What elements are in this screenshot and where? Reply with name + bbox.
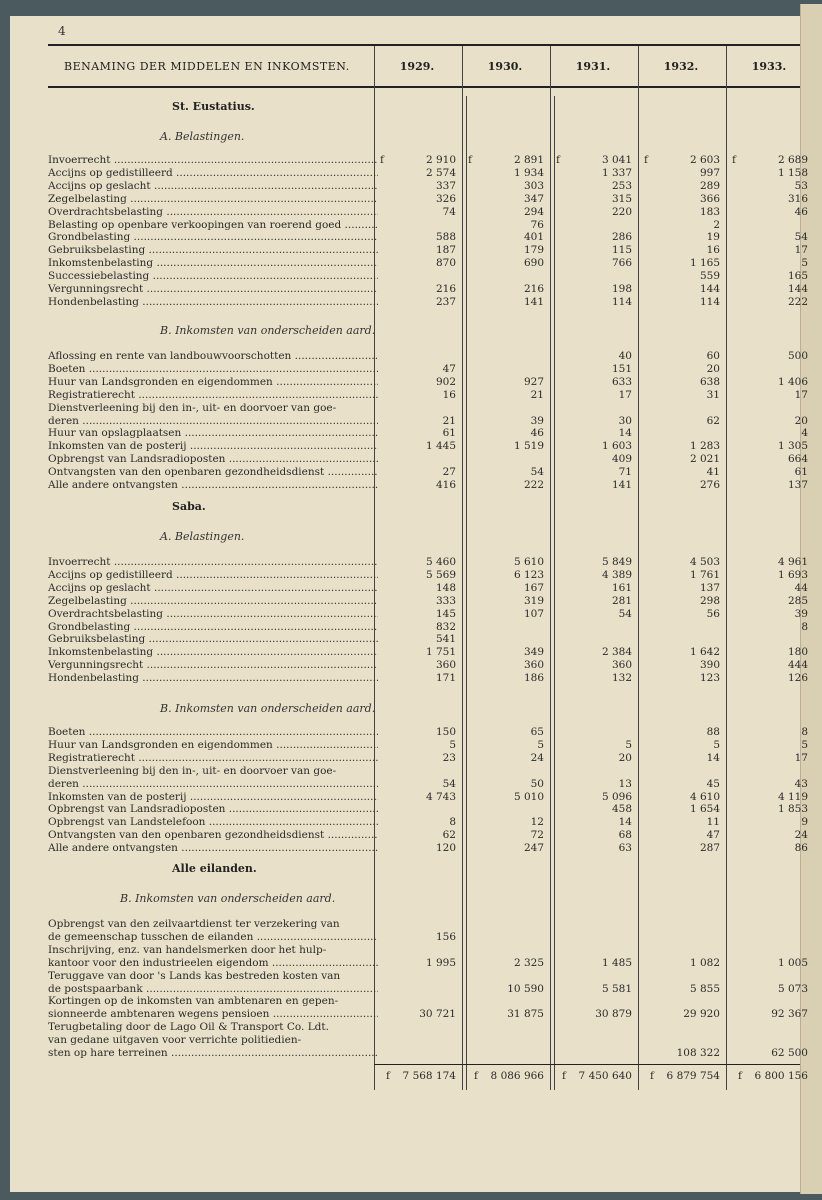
row-value: 107 <box>523 607 544 620</box>
row-value: 1 693 <box>777 568 808 581</box>
row-value: 13 <box>618 777 632 790</box>
row-value: 24 <box>530 751 544 764</box>
column-header-1932: 1932. <box>663 60 699 73</box>
row-value: 5 581 <box>601 982 632 995</box>
row-label: Accijns op geslacht ..... <box>48 180 378 192</box>
row-value: 14 <box>618 816 632 829</box>
row-value: 39 <box>794 607 808 620</box>
row-value: 44 <box>794 581 808 594</box>
row-label: Accijns op geslacht ..... <box>48 582 378 594</box>
row-value: 2 689 <box>777 154 808 166</box>
row-value: 247 <box>523 842 544 855</box>
row-label: de postspaarbank ..... <box>48 983 378 995</box>
column-header-1931: 1931. <box>575 60 611 73</box>
row-value: 60 <box>706 350 720 362</box>
row-value: 72 <box>530 829 544 842</box>
row-label: Huur van opslagplaatsen ..... <box>48 427 378 439</box>
row-value: 276 <box>699 479 720 491</box>
currency-symbol: f <box>562 1070 566 1082</box>
row-label: sten op hare terreinen ..... <box>48 1047 378 1059</box>
group-title: B. Inkomsten van onderscheiden aard. <box>160 702 376 715</box>
row-label: Boeten ..... <box>48 363 378 375</box>
column-divider <box>462 46 463 1090</box>
row-label: Opbrengst van Landsradioposten ..... <box>48 803 378 815</box>
row-value: 286 <box>611 231 632 244</box>
row-label: van gedane uitgaven voor verrichte politiedien- <box>48 1034 302 1047</box>
row-value: 1 853 <box>777 803 808 816</box>
row-value: 63 <box>618 842 632 855</box>
total-value: 6 800 156 <box>754 1070 808 1082</box>
row-value: 62 <box>442 829 456 842</box>
row-label: Grondbelasting ..... <box>48 621 378 633</box>
row-value: 927 <box>523 375 544 388</box>
row-value: 31 <box>706 388 720 401</box>
row-value: 141 <box>611 479 632 491</box>
row-value: 53 <box>794 179 808 192</box>
row-value: 150 <box>435 726 456 738</box>
row-value: 347 <box>523 192 544 205</box>
group-title: B. Inkomsten van onderscheiden aard. <box>120 892 336 905</box>
total-value: 7 568 174 <box>402 1070 456 1082</box>
row-label: Accijns op gedistilleerd ..... <box>48 569 378 581</box>
row-value: 360 <box>435 659 456 672</box>
row-label: Belasting op openbare verkoopingen van roerend goed ..... <box>48 219 378 231</box>
row-value: 46 <box>530 427 544 440</box>
row-value: 198 <box>611 283 632 295</box>
row-value: 16 <box>706 244 720 257</box>
row-value: 1 005 <box>777 956 808 969</box>
row-value: 61 <box>794 466 808 479</box>
column-divider <box>638 46 639 1090</box>
row-value: 2 <box>713 218 720 231</box>
row-value: 216 <box>435 283 456 295</box>
row-value: 8 <box>449 816 456 829</box>
row-label: de gemeenschap tusschen de eilanden ..... <box>48 931 378 943</box>
row-value: 5 460 <box>425 556 456 568</box>
row-value: 870 <box>435 257 456 270</box>
row-value: 1 082 <box>689 956 720 969</box>
row-value: 316 <box>787 192 808 205</box>
row-label: Ontvangsten van den openbaren gezondheidsdienst ..... <box>48 829 378 841</box>
row-value: 43 <box>794 777 808 790</box>
row-label: Alle andere ontvangsten ..... <box>48 479 378 491</box>
row-label: Aflossing en rente van landbouwvoorschotten ..... <box>48 350 378 362</box>
row-label: Alle andere ontvangsten ..... <box>48 842 378 854</box>
row-value: 114 <box>611 295 632 308</box>
row-label: Teruggave van door 's Lands kas bestreden kosten van <box>48 969 341 982</box>
row-value: 54 <box>442 777 456 790</box>
row-value: 20 <box>794 414 808 427</box>
row-value: 664 <box>787 453 808 466</box>
row-label: Hondenbelasting ..... <box>48 296 378 308</box>
row-value: 54 <box>794 231 808 244</box>
header-bottom-rule <box>48 86 800 88</box>
row-value: 62 500 <box>771 1047 808 1059</box>
row-value: 8 <box>801 620 808 633</box>
row-value: 5 <box>801 257 808 270</box>
row-value: 132 <box>611 672 632 685</box>
row-value: 5 <box>449 738 456 751</box>
row-value: 409 <box>611 453 632 466</box>
row-value: 588 <box>435 231 456 244</box>
row-value: 2 574 <box>425 166 456 179</box>
row-value: 4 503 <box>689 556 720 568</box>
row-value: 47 <box>706 829 720 842</box>
row-value: 56 <box>706 607 720 620</box>
totals-rule <box>374 1064 800 1065</box>
row-value: 5 <box>537 738 544 751</box>
row-value: 1 934 <box>513 166 544 179</box>
currency-symbol: f <box>556 154 560 166</box>
total-value: 7 450 640 <box>578 1070 632 1082</box>
row-value: 148 <box>435 581 456 594</box>
row-value: 2 021 <box>689 453 720 466</box>
row-value: 5 569 <box>425 568 456 581</box>
row-value: 180 <box>787 646 808 659</box>
row-value: 41 <box>706 466 720 479</box>
row-label: Vergunningsrecht ..... <box>48 283 378 295</box>
row-value: 303 <box>523 179 544 192</box>
row-value: 14 <box>618 427 632 440</box>
column-divider-inner <box>554 96 555 1090</box>
row-value: 17 <box>794 388 808 401</box>
row-label: Hondenbelasting ..... <box>48 672 378 684</box>
column-divider <box>726 46 727 1090</box>
row-value: 1 603 <box>601 440 632 453</box>
row-value: 216 <box>523 283 544 295</box>
row-value: 61 <box>442 427 456 440</box>
row-value: 1 337 <box>601 166 632 179</box>
row-label: Invoerrecht ..... <box>48 556 378 568</box>
row-value: 29 920 <box>683 1008 720 1021</box>
row-value: 19 <box>706 231 720 244</box>
section-title: St. Eustatius. <box>172 100 255 113</box>
row-value: 222 <box>523 479 544 491</box>
row-value: 46 <box>794 205 808 218</box>
row-value: 76 <box>530 218 544 231</box>
row-label: deren ..... <box>48 778 378 790</box>
row-label: Inkomsten van de posterij ..... <box>48 440 378 452</box>
row-value: 559 <box>699 270 720 283</box>
row-value: 123 <box>699 672 720 685</box>
row-value: 114 <box>699 295 720 308</box>
row-value: 21 <box>442 414 456 427</box>
row-value: 30 721 <box>419 1008 456 1021</box>
row-value: 366 <box>699 192 720 205</box>
row-value: 4 119 <box>777 790 808 803</box>
row-value: 17 <box>794 751 808 764</box>
currency-symbol: f <box>738 1070 742 1082</box>
row-value: 253 <box>611 179 632 192</box>
row-value: 88 <box>706 726 720 738</box>
row-value: 4 743 <box>425 790 456 803</box>
row-value: 20 <box>618 751 632 764</box>
group-title: A. Belastingen. <box>160 130 245 143</box>
row-value: 2 325 <box>513 956 544 969</box>
row-label: Registratierecht ..... <box>48 752 378 764</box>
row-value: 5 <box>801 738 808 751</box>
row-value: 1 654 <box>689 803 720 816</box>
row-value: 186 <box>523 672 544 685</box>
row-label: Successiebelasting ..... <box>48 270 378 282</box>
row-value: 5 096 <box>601 790 632 803</box>
row-label: Huur van Landsgronden en eigendommen ..... <box>48 376 378 388</box>
row-value: 30 <box>618 414 632 427</box>
currency-symbol: f <box>380 154 384 166</box>
row-label: Invoerrecht ..... <box>48 154 378 166</box>
row-label: Opbrengst van Landstelefoon ..... <box>48 816 378 828</box>
row-value: 3 041 <box>601 154 632 166</box>
row-value: 416 <box>435 479 456 491</box>
row-label: Opbrengst van Landsradioposten ..... <box>48 453 378 465</box>
row-value: 1 642 <box>689 646 720 659</box>
row-value: 319 <box>523 594 544 607</box>
row-value: 4 <box>801 427 808 440</box>
row-value: 20 <box>706 362 720 375</box>
row-label: Accijns op gedistilleerd ..... <box>48 167 378 179</box>
row-value: 1 445 <box>425 440 456 453</box>
row-value: 167 <box>523 581 544 594</box>
row-value: 1 519 <box>513 440 544 453</box>
section-title: Alle eilanden. <box>172 862 257 875</box>
row-value: 108 322 <box>676 1047 720 1059</box>
row-value: 126 <box>787 672 808 685</box>
row-value: 65 <box>530 726 544 738</box>
row-value: 2 384 <box>601 646 632 659</box>
row-label: Registratierecht ..... <box>48 389 378 401</box>
section-title: Saba. <box>172 500 206 513</box>
row-value: 156 <box>435 930 456 943</box>
row-value: 997 <box>699 166 720 179</box>
row-value: 71 <box>618 466 632 479</box>
row-value: 86 <box>794 842 808 855</box>
row-value: 179 <box>523 244 544 257</box>
row-value: 9 <box>801 816 808 829</box>
row-value: 137 <box>699 581 720 594</box>
row-label: Terugbetaling door de Lago Oil & Transport Co. Ldt. <box>48 1021 329 1034</box>
row-value: 5 <box>713 738 720 751</box>
row-value: 1 283 <box>689 440 720 453</box>
row-value: 298 <box>699 594 720 607</box>
row-value: 145 <box>435 607 456 620</box>
row-value: 832 <box>435 620 456 633</box>
row-label: Inschrijving, enz. van handelsmerken door het hulp- <box>48 943 327 956</box>
row-value: 326 <box>435 192 456 205</box>
group-title: A. Belastingen. <box>160 530 245 543</box>
row-value: 187 <box>435 244 456 257</box>
row-value: 54 <box>618 607 632 620</box>
row-value: 92 367 <box>771 1008 808 1021</box>
row-value: 17 <box>794 244 808 257</box>
row-value: 315 <box>611 192 632 205</box>
row-value: 1 305 <box>777 440 808 453</box>
row-value: 1 158 <box>777 166 808 179</box>
row-label: Inkomsten van de posterij ..... <box>48 791 378 803</box>
group-title: B. Inkomsten van onderscheiden aard. <box>160 324 376 337</box>
row-value: 500 <box>787 350 808 362</box>
row-value: 390 <box>699 659 720 672</box>
row-label: Inkomstenbelasting ..... <box>48 257 378 269</box>
currency-symbol: f <box>474 1070 478 1082</box>
currency-symbol: f <box>650 1070 654 1082</box>
row-value: 281 <box>611 594 632 607</box>
column-header-title: BENAMING DER MIDDELEN EN INKOMSTEN. <box>64 60 350 73</box>
row-value: 40 <box>618 350 632 362</box>
row-value: 766 <box>611 257 632 270</box>
row-value: 144 <box>699 283 720 295</box>
row-label: Boeten ..... <box>48 726 378 738</box>
row-value: 151 <box>611 362 632 375</box>
row-value: 222 <box>787 295 808 308</box>
row-label: Dienstverleening bij den in-, uit- en doorvoer van goe- <box>48 401 337 414</box>
column-header-1929: 1929. <box>399 60 435 73</box>
column-divider-inner <box>466 96 467 1090</box>
row-value: 47 <box>442 362 456 375</box>
row-value: 6 123 <box>513 568 544 581</box>
row-value: 62 <box>706 414 720 427</box>
row-value: 54 <box>530 466 544 479</box>
row-value: 31 875 <box>507 1008 544 1021</box>
row-value: 120 <box>435 842 456 855</box>
column-divider <box>550 46 551 1090</box>
row-value: 1 751 <box>425 646 456 659</box>
row-value: 14 <box>706 751 720 764</box>
row-value: 161 <box>611 581 632 594</box>
row-label: Inkomstenbelasting ..... <box>48 646 378 658</box>
row-value: 287 <box>699 842 720 855</box>
row-value: 24 <box>794 829 808 842</box>
row-label: kantoor voor den industrieelen eigendom ..... <box>48 957 378 969</box>
row-label: Gebruiksbelasting ..... <box>48 244 378 256</box>
row-label: Ontvangsten van den openbaren gezondheidsdienst ..... <box>48 466 378 478</box>
row-value: 165 <box>787 270 808 283</box>
row-label: Overdrachtsbelasting ..... <box>48 608 378 620</box>
row-label: Vergunningsrecht ..... <box>48 659 378 671</box>
row-value: 8 <box>801 726 808 738</box>
row-label: Overdrachtsbelasting ..... <box>48 206 378 218</box>
row-value: 137 <box>787 479 808 491</box>
row-value: 333 <box>435 594 456 607</box>
row-value: 541 <box>435 633 456 646</box>
row-label: Zegelbelasting ..... <box>48 193 378 205</box>
column-header-1933: 1933. <box>751 60 787 73</box>
row-value: 638 <box>699 375 720 388</box>
row-value: 902 <box>435 375 456 388</box>
row-value: 401 <box>523 231 544 244</box>
row-value: 289 <box>699 179 720 192</box>
row-value: 2 603 <box>689 154 720 166</box>
row-value: 4 961 <box>777 556 808 568</box>
row-value: 337 <box>435 179 456 192</box>
row-value: 21 <box>530 388 544 401</box>
row-value: 1 485 <box>601 956 632 969</box>
row-value: 285 <box>787 594 808 607</box>
row-value: 39 <box>530 414 544 427</box>
row-value: 5 <box>625 738 632 751</box>
row-label: Grondbelasting ..... <box>48 231 378 243</box>
row-value: 220 <box>611 205 632 218</box>
row-value: 74 <box>442 205 456 218</box>
row-value: 4 389 <box>601 568 632 581</box>
row-value: 27 <box>442 466 456 479</box>
row-value: 2 910 <box>425 154 456 166</box>
header-top-rule <box>48 44 800 46</box>
row-value: 2 891 <box>513 154 544 166</box>
row-label: Kortingen op de inkomsten van ambtenaren en gepen- <box>48 995 339 1008</box>
row-label: Opbrengst van den zeilvaartdienst ter verzekering van <box>48 918 340 930</box>
row-label: deren ..... <box>48 415 378 427</box>
currency-symbol: f <box>386 1070 390 1082</box>
row-value: 12 <box>530 816 544 829</box>
row-label: Zegelbelasting ..... <box>48 595 378 607</box>
column-header-1930: 1930. <box>487 60 523 73</box>
row-value: 349 <box>523 646 544 659</box>
row-value: 68 <box>618 829 632 842</box>
row-value: 17 <box>618 388 632 401</box>
row-value: 115 <box>611 244 632 257</box>
row-value: 10 590 <box>507 982 544 995</box>
total-value: 8 086 966 <box>490 1070 544 1082</box>
row-value: 30 879 <box>595 1008 632 1021</box>
page-number: 4 <box>58 24 66 38</box>
row-label: sionneerde ambtenaren wegens pensioen ..... <box>48 1008 378 1020</box>
row-label: Dienstverleening bij den in-, uit- en doorvoer van goe- <box>48 764 337 777</box>
currency-symbol: f <box>644 154 648 166</box>
row-value: 183 <box>699 205 720 218</box>
row-value: 1 165 <box>689 257 720 270</box>
row-value: 5 010 <box>513 790 544 803</box>
row-label: Gebruiksbelasting ..... <box>48 633 378 645</box>
row-value: 1 761 <box>689 568 720 581</box>
row-value: 45 <box>706 777 720 790</box>
row-value: 5 610 <box>513 556 544 568</box>
row-value: 360 <box>611 659 632 672</box>
row-value: 5 849 <box>601 556 632 568</box>
row-value: 144 <box>787 283 808 295</box>
row-value: 1 995 <box>425 956 456 969</box>
currency-symbol: f <box>468 154 472 166</box>
row-value: 458 <box>611 803 632 816</box>
row-value: 5 073 <box>777 982 808 995</box>
row-value: 444 <box>787 659 808 672</box>
currency-symbol: f <box>732 154 736 166</box>
row-label: Huur van Landsgronden en eigendommen ..... <box>48 739 378 751</box>
row-value: 294 <box>523 205 544 218</box>
row-value: 11 <box>706 816 720 829</box>
row-value: 5 855 <box>689 982 720 995</box>
row-value: 237 <box>435 295 456 308</box>
row-value: 50 <box>530 777 544 790</box>
row-value: 4 610 <box>689 790 720 803</box>
row-value: 633 <box>611 375 632 388</box>
row-value: 141 <box>523 295 544 308</box>
row-value: 690 <box>523 257 544 270</box>
row-value: 23 <box>442 751 456 764</box>
row-value: 16 <box>442 388 456 401</box>
row-value: 171 <box>435 672 456 685</box>
row-value: 1 406 <box>777 375 808 388</box>
total-value: 6 879 754 <box>666 1070 720 1082</box>
row-value: 360 <box>523 659 544 672</box>
